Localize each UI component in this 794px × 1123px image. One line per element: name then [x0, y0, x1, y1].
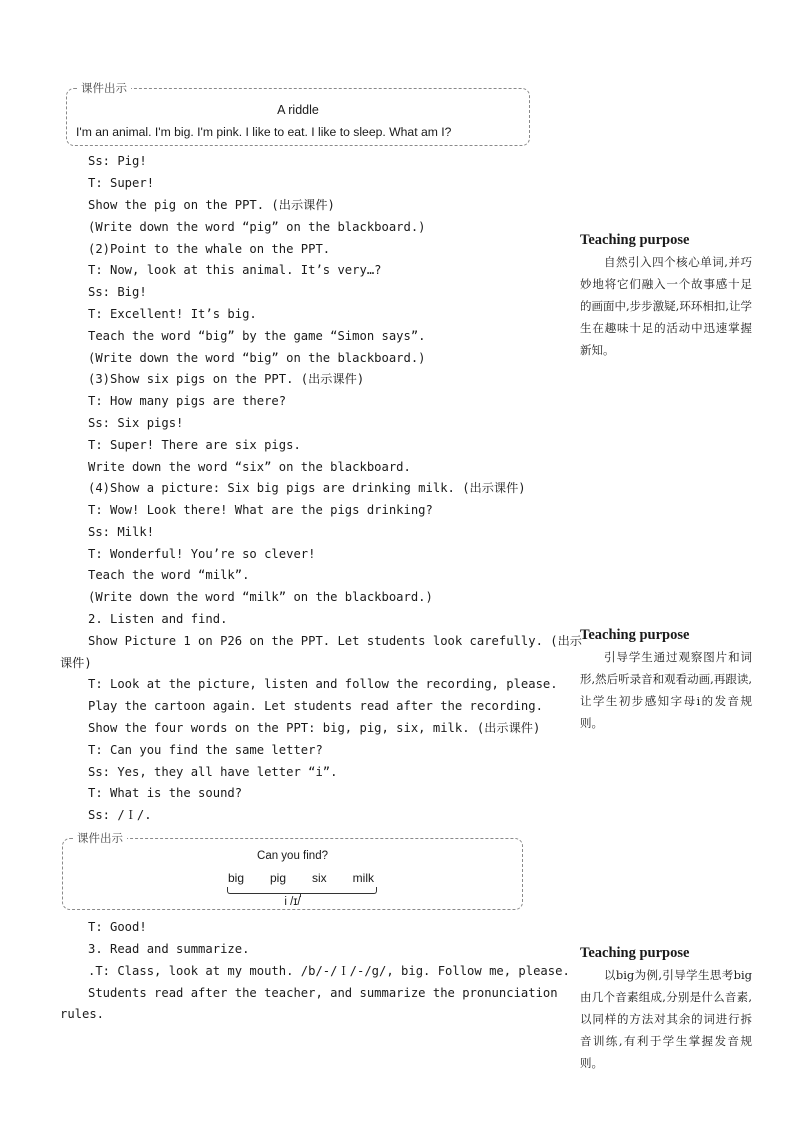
courseware-box-riddle	[66, 81, 530, 146]
bracket-line	[227, 887, 377, 894]
lesson-line: Ss: Big!	[88, 285, 147, 299]
teaching-purpose-heading: Teaching purpose	[580, 627, 690, 643]
lesson-line-continuation: rules.	[60, 1007, 105, 1021]
lesson-line: T: Excellent! It’s big.	[88, 307, 257, 321]
lesson-line: T: Good!	[88, 920, 147, 934]
lesson-line: Ss: Yes, they all have letter “i”.	[88, 765, 338, 779]
lesson-line: Play the cartoon again. Let students read after the recording.	[88, 699, 543, 713]
lesson-line: T: Wow! Look there! What are the pigs drinking?	[88, 503, 433, 517]
riddle-title: A riddle	[277, 103, 319, 117]
lesson-line: Students read after the teacher, and summarize the pronunciation	[88, 986, 558, 1000]
lesson-line: T: How many pigs are there?	[88, 394, 287, 408]
lesson-line: T: Now, look at this animal. It’s very…?	[88, 263, 382, 277]
lesson-line: Ss: /Ｉ/.	[88, 808, 152, 822]
lesson-line: T: Wonderful! You’re so clever!	[88, 547, 316, 561]
teaching-purpose-heading: Teaching purpose	[580, 945, 690, 961]
lesson-line: (Write down the word “milk” on the blackboard.)	[88, 590, 433, 604]
lesson-line: Teach the word “big” by the game “Simon says”.	[88, 329, 426, 343]
lesson-line: T: Super!	[88, 176, 155, 190]
lesson-line: T: Look at the picture, listen and follow the recording, please.	[88, 677, 558, 691]
lesson-line: (Write down the word “big” on the blackboard.)	[88, 351, 426, 365]
lesson-line: Ss: Milk!	[88, 525, 155, 539]
lesson-line: .T: Class, look at my mouth. /b/-/Ｉ/-/g/, big. Follow me, please.	[88, 964, 570, 978]
lesson-line: 3. Read and summarize.	[88, 942, 250, 956]
teaching-purpose-text: 自然引入四个核心单词,并巧妙地将它们融入一个故事感十足的画面中,步步激疑,环环相扣,让学生在趣味十足的活动中迅速掌握新知。	[580, 255, 752, 357]
lesson-line: (3)Show six pigs on the PPT. (出示课件)	[88, 372, 365, 386]
lesson-line: 2. Listen and find.	[88, 612, 228, 626]
word-big: big	[228, 871, 245, 885]
lesson-line-continuation: 课件)	[60, 656, 92, 670]
lesson-line: Ss: Six pigs!	[88, 416, 184, 430]
find-title: Can you find?	[257, 850, 328, 862]
lesson-line: T: Can you find the same letter?	[88, 743, 323, 757]
sound-label: i /ɪ/	[284, 896, 301, 908]
lesson-line: (2)Point to the whale on the PPT.	[88, 242, 331, 256]
teaching-purpose-text: 引导学生通过观察图片和词形,然后听录音和观看动画,再跟读,让学生初步感知字母i的发音规则。	[580, 650, 752, 730]
lesson-line: (Write down the word “pig” on the blackboard.)	[88, 220, 426, 234]
courseware-box-find	[62, 831, 523, 910]
lesson-line: Show the pig on the PPT. (出示课件)	[88, 198, 335, 212]
courseware-label: 课件出示	[77, 80, 131, 96]
lesson-line: Show the four words on the PPT: big, pig, six, milk. (出示课件)	[88, 721, 541, 735]
lesson-line: Ss: Pig!	[88, 154, 147, 168]
word-pig: pig	[270, 871, 287, 885]
lesson-line: T: Super! There are six pigs.	[88, 438, 301, 452]
riddle-text: I'm an animal. I'm big. I'm pink. I like to eat. I like to sleep. What am I?	[76, 125, 452, 139]
teaching-purpose-text: 以big为例,引导学生思考big由几个音素组成,分别是什么音素,以同样的方法对其余的词进行拆音训练,有利于学生掌握发音规则。	[580, 968, 752, 1070]
word-six: six	[312, 871, 327, 885]
lesson-line: (4)Show a picture: Six big pigs are drinking milk. (出示课件)	[88, 481, 526, 495]
lesson-line: Teach the word “milk”.	[88, 568, 250, 582]
find-words	[228, 871, 374, 887]
teaching-purpose-heading: Teaching purpose	[580, 232, 690, 248]
lesson-line: T: What is the sound?	[88, 786, 243, 800]
word-milk: milk	[352, 871, 374, 885]
lesson-line: Write down the word “six” on the blackboard.	[88, 460, 411, 474]
lesson-line: Show Picture 1 on P26 on the PPT. Let students look carefully. (出示	[88, 634, 582, 648]
courseware-label: 课件出示	[73, 830, 127, 846]
